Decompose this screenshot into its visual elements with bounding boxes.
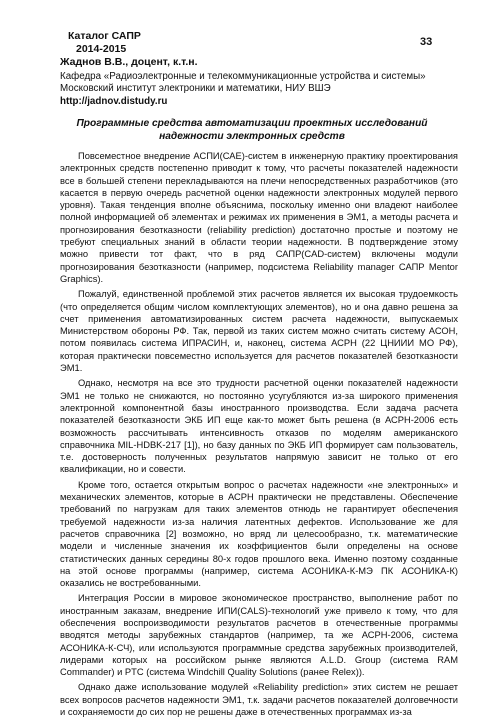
paragraph: Интеграция России в мировое экономическое пространство, выполнение работ по иностранным заказам, внедрение ИПИ(CALS)-технологий уже привело к тому, что для обеспечения воспроизводимости результатов расчетов в отечественные программы вводятся методы зарубежных стандартов (например, та же АСРН-2006, система АСОНИКА-К-СЧ), или используются программные средства зарубежных производителей, лидерами которых на российском рынке являются A.L.D. Group (система RAM Commander) и PTC (система Windchill Quality Solutions (ранее Relex)). (60, 593, 458, 678)
article-title-line-2: надежности электронных средств (159, 130, 345, 142)
running-header (68, 30, 141, 55)
page-number: 33 (420, 36, 433, 48)
author-name: Жаднов В.В., доцент, к.т.н. (60, 56, 198, 68)
author-block (60, 56, 460, 108)
catalog-title: Каталог САПР (68, 30, 141, 42)
author-institute: Московский институт электроники и математики, НИУ ВШЭ (60, 83, 331, 95)
author-department: Кафедра «Радиоэлектронные и телекоммуникационные устройства и системы» (60, 70, 426, 82)
catalog-years: 2014-2015 (76, 42, 127, 55)
paragraph: Повсеместное внедрение АСПИ(САЕ)-систем в инженерную практику проектирования электронных средств постепенно приводит к тому, что расчеты показателей надежности все в большей степени перекладываются на плечи непосредственных разработчиков (это касается в первую очередь расчетной оценки надежности электронных модулей первого уровня). Такая тенденция вполне объяснима, поскольку именно они владеют наиболее полной информацией об элементах и режимах их применения в ЭМ1, а методы расчета и прогнозирования безотказности (reliability prediction) достаточно простые и поэтому не требуют специальных знаний в области теории надежности. В подтверждение этому можно привести тот факт, что в ряд САПР(CAD-систем) включены модули прогнозирования безотказности (например, подсистема Reliability manager САПР Mentor Graphics). (60, 151, 458, 284)
paragraph: Кроме того, остается открытым вопрос о расчетах надежности «не электронных» и механических элементов, которые в АСРН практически не представлены. Обеспечение требований по нагрузкам для таких элементов отнюдь не гарантирует обеспечения требуемой надежности из-за наличия латентных дефектов. Использование же для расчетов справочника [2] возможно, но вряд ли целесообразно, т.к. математические модели и численные значения их коэффициентов были определены на основе статистических данных середины 80-х годов прошлого века. Именно поэтому созданные на этой основе программы (например, система АСОНИКА-К-МЭ ПК АСОНИКА-К) оказались не востребованными. (60, 479, 458, 589)
paragraph: Однако даже использование модулей «Reliability prediction» этих систем не решает всех вопросов расчетов надежности ЭМ1, т.к. задачи расчетов показателей долговечности и сохраняемости до сих пор не решены даже в отечественных программах из-за (60, 682, 458, 718)
article-title (70, 118, 434, 143)
paragraph: Пожалуй, единственной проблемой этих расчетов является их высокая трудоемкость (что определяется общим числом комплектующих элементов), но и она давно решена за счет применения автоматизированных систем расчета надежности, выпускаемых Министерством обороны РФ. Так, первой из таких систем можно считать систему АСОН, потом появилась система ИПРАСИН, и, наконец, система АСРН (22 ЦНИИИ МО РФ), которая практически повсеместно используется для расчетов показателей безотказности ЭМ1. (60, 289, 458, 374)
author-url[interactable]: http://jadnov.distudy.ru (60, 95, 168, 107)
article-title-line-1: Программные средства автоматизации проектных исследований (76, 118, 428, 129)
paragraph: Однако, несмотря на все это трудности расчетной оценки показателей надежности ЭМ1 не только не снижаются, но постоянно усугубляются из-за широкого применения электронной компонентной базы иностранного производства. Если задача расчета показателей безотказности ЭКБ ИП еще как-то может быть решена (в АСРН-2006 есть возможность рассчитывать интенсивность отказов по моделям американского справочника MIL-HDBK-217 [1]), но базу данных по ЭКБ ИП формирует сам пользователь, т.е. достоверность полученных результатов напрямую зависит не только от его квалификации, но и совести. (60, 378, 458, 475)
article-body (60, 150, 458, 721)
